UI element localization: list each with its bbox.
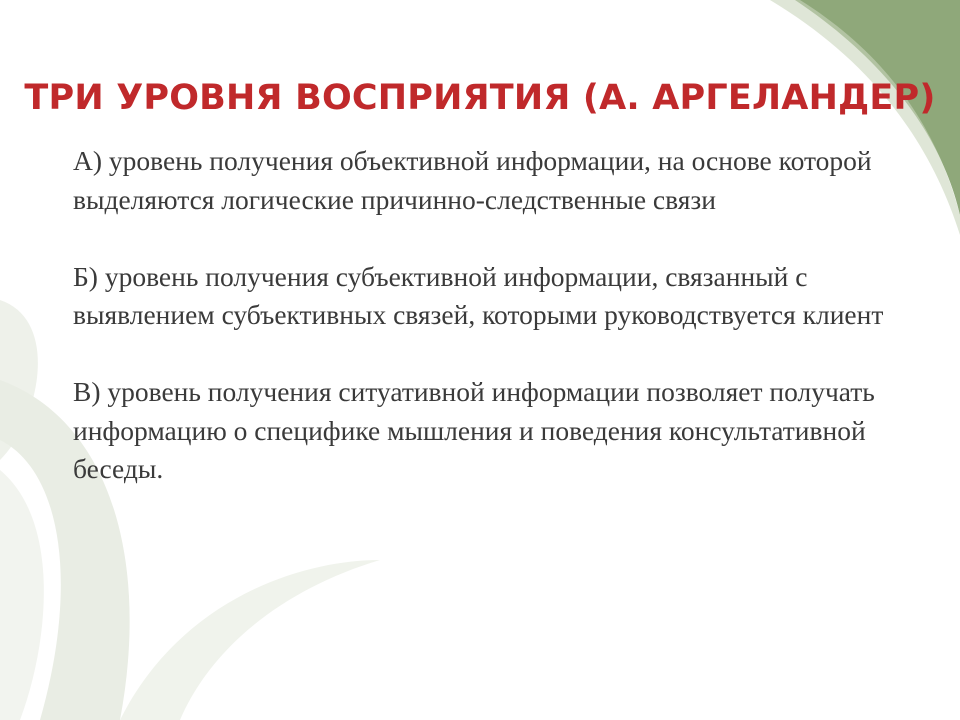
paragraph-level-c: В) уровень получения ситуативной информации позволяет получать информацию о специфике мышления и поведения консультативной беседы. [73,376,875,484]
paragraph-level-b: Б) уровень получения субъективной информации, связанный с выявлением субъективных связей, которыми руководствуется клиент [73,260,884,330]
left-swirl-band-3 [0,470,44,720]
slide-title: ТРИ УРОВНЯ ВОСПРИЯТИЯ (А. АРГЕЛАНДЕР) [24,78,936,118]
paragraph-level-a: А) уровень получения объективной информации, на основе которой выделяются логические причинно-следственные связи [73,145,872,215]
slide-body [73,142,903,489]
bottom-swirl-band [120,560,380,720]
